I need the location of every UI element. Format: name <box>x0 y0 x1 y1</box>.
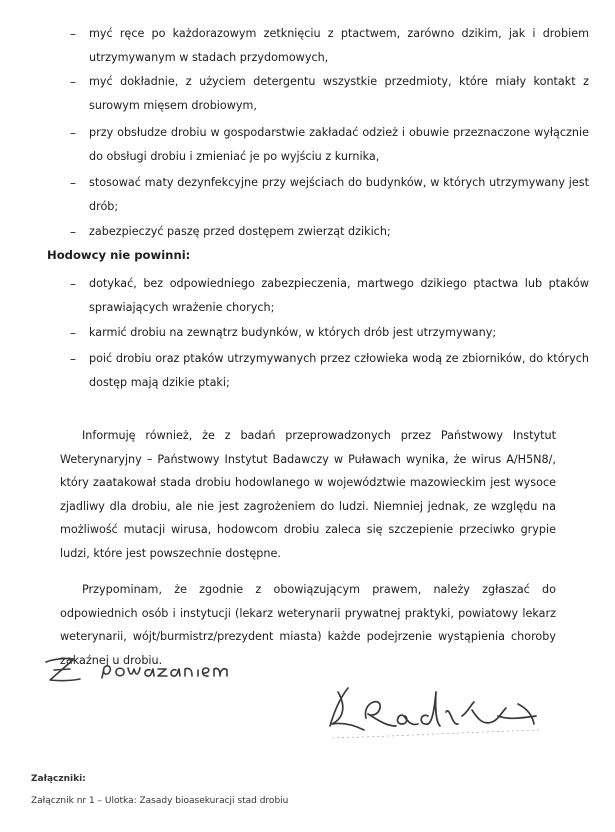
bullet-text: przy obsłudze drobiu w gospodarstwie zakładać odzież i obuwie przeznaczone wyłącznie do obsługi drobiu i zmieniać je po wyjściu z kurnika, <box>89 126 589 163</box>
bullet-text: myć ręce po każdorazowym zetknięciu z ptactwem, zarówno dzikim, jak i drobiem utrzymywanym w stadach przydomowych, <box>89 27 589 64</box>
paragraph-info-text: Informuję również, że z badań przeprowadzonych przez Państwowy Instytut Weterynaryjny – Państwowy Instytut Badawczy w Puławach wynika, że wirus A/H5N8/, który zaatakował stada drobiu hodowlanego w województwie mazowieckim jest wysoce zjadliwy dla drobiu, ale nie jest zagrożeniem do ludzi. Niemniej jednak, ze względu na możliwość mutacji wirusa, hodowcom drobiu zaleca się szczepienie przeciwko grypie ludzi, które jest powszechnie dostępne. <box>60 429 556 560</box>
bullet-text: poić drobiu oraz ptaków utrzymywanych przez człowieka wodą ze zbiorników, do których dostęp mają dzikie ptaki; <box>89 352 589 389</box>
bullet-dash: – <box>70 225 76 239</box>
bullet-dash: – <box>70 75 76 89</box>
bullet-dash: – <box>70 27 76 41</box>
list-item <box>0 121 615 169</box>
list-item <box>0 321 615 345</box>
bullet-dash: – <box>70 277 76 291</box>
list-item <box>0 220 615 244</box>
attachment-item: Załącznik nr 1 – Ulotka: Zasady bioasekuracji stad drobiu <box>31 796 289 806</box>
paragraph-reminder-text: Przypominam, że zgodnie z obowiązującym prawem, należy zgłaszać do odpowiednich osób i instytucji (lekarz weterynarii prywatnej praktyki, powiatowy lekarz weterynarii, wójt/burmistrz/prezydent miasta) każde podejrzenie wystąpienia choroby zakaźnej u drobiu. <box>60 583 556 667</box>
attachments-title: Załączniki: <box>31 774 86 784</box>
bullet-text: karmić drobiu na zewnątrz budynków, w których drób jest utrzymywany; <box>89 326 497 339</box>
paragraph-info <box>60 424 556 565</box>
list-item <box>0 22 615 70</box>
bullet-dash: – <box>70 352 76 366</box>
bullet-text: myć dokładnie, z użyciem detergentu wszystkie przedmioty, które miały kontakt z surowym mięsem drobiowym, <box>89 75 589 112</box>
bullet-text: dotykać, bez odpowiedniego zabezpieczenia, martwego dzikiego ptactwa lub ptaków sprawiających wrażenie chorych; <box>89 277 589 314</box>
bullet-dash: – <box>70 326 76 340</box>
list-item <box>0 347 615 395</box>
bullet-dash: – <box>70 126 76 140</box>
list-item <box>0 70 615 118</box>
handwritten-closing <box>40 650 280 695</box>
section-heading: Hodowcy nie powinni: <box>47 248 191 262</box>
bullet-text: zabezpieczyć paszę przed dostępem zwierząt dzikich; <box>89 225 391 238</box>
list-item <box>0 272 615 320</box>
list-item <box>0 171 615 219</box>
bullet-dash: – <box>70 176 76 190</box>
bullet-text: stosować maty dezynfekcyjne przy wejściach do budynków, w których utrzymywany jest drób; <box>89 176 589 213</box>
signature <box>322 682 562 742</box>
